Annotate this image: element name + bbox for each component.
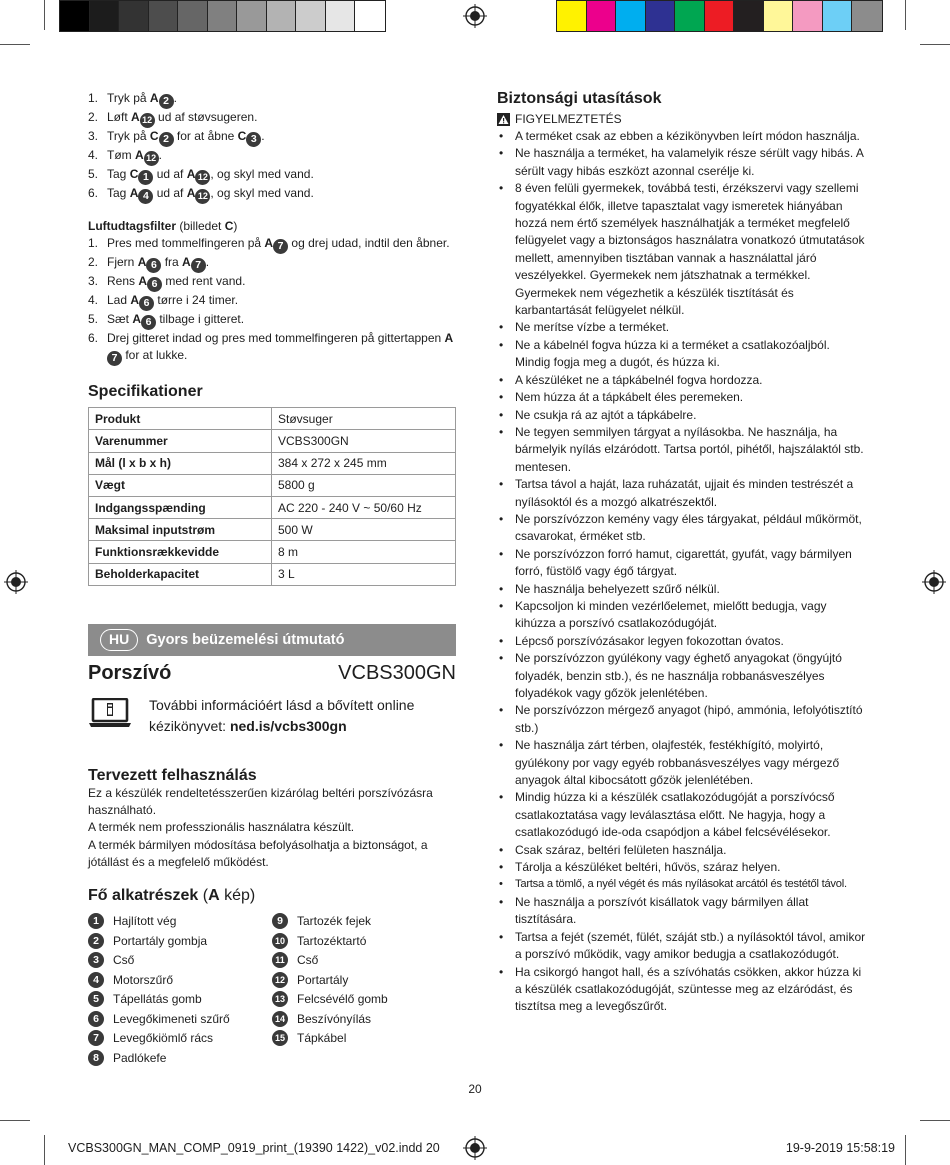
warning-label <box>497 112 867 126</box>
figure-letter: C <box>129 167 139 181</box>
main-parts-title <box>88 887 456 905</box>
part-number-badge: 2 <box>159 94 174 109</box>
color-swatch <box>852 1 882 31</box>
crop-mark <box>920 1120 950 1121</box>
part-item <box>88 931 272 951</box>
part-label: Padlókefe <box>113 1050 167 1065</box>
part-number-badge: 7 <box>107 351 122 366</box>
online-manual-link[interactable]: ned.is/vcbs300gn <box>229 717 347 734</box>
part-number-badge: 8 <box>88 1050 104 1066</box>
step-number: 6. <box>88 186 99 200</box>
step-text: Fjern <box>107 255 138 269</box>
color-swatch <box>646 1 676 31</box>
air-filter-heading-bold: Luftudtagsfilter <box>88 219 176 233</box>
step-text: ud af <box>153 167 187 181</box>
step-item <box>88 254 456 273</box>
safety-item: • Ne porszívózzon mérgező anyagot (hipó, ammónia, lefolyótisztító stb.) <box>497 702 867 737</box>
part-number-badge: 3 <box>246 132 261 147</box>
air-filter-heading-end: ) <box>233 219 238 233</box>
part-item <box>272 970 456 990</box>
main-parts-title-letter: A <box>208 887 220 905</box>
spec-row <box>89 430 456 452</box>
main-parts-list <box>88 911 456 1067</box>
step-number: 2. <box>88 110 99 124</box>
color-swatch <box>149 1 179 31</box>
spec-value: 384 x 272 x 245 mm <box>272 452 456 474</box>
part-number-badge: 11 <box>272 952 288 968</box>
part-number-badge: 1 <box>138 170 153 185</box>
safety-item: • Lépcső porszívózásakor legyen fokozottan óvatos. <box>497 633 867 650</box>
laptop-info-icon <box>88 698 132 728</box>
part-number-badge: 2 <box>159 132 174 147</box>
color-swatch <box>178 1 208 31</box>
part-number-badge: 12 <box>140 113 155 128</box>
air-filter-heading <box>88 218 456 235</box>
step-text: med rent vand. <box>162 274 246 288</box>
safety-item: • Tárolja a készüléket beltéri, hűvös, száraz helyen. <box>497 859 867 876</box>
crop-mark <box>0 1120 30 1121</box>
part-item <box>88 1009 272 1029</box>
crop-mark <box>44 0 45 30</box>
step-item <box>88 185 456 204</box>
figure-letter: A <box>131 110 140 124</box>
step-text: Tryk på <box>107 129 150 143</box>
spec-key: Indgangsspænding <box>89 497 272 519</box>
part-label: Tartozéktartó <box>297 933 367 948</box>
spec-key: Produkt <box>89 408 272 430</box>
part-item <box>88 989 272 1009</box>
part-number-badge: 13 <box>272 991 288 1007</box>
safety-item: • Tartsa távol a haját, laza ruházatát, ujjait és minden testrészét a nyílásoktól és a mozgó alkatrészektől. <box>497 476 867 511</box>
footer-file-name: VCBS300GN_MAN_COMP_0919_print_(19390 1422)_v02.indd 20 <box>68 1141 440 1155</box>
footer-date: 19-9-2019 15:58:19 <box>785 1141 895 1155</box>
figure-letter: A <box>186 167 196 181</box>
part-label: Cső <box>297 953 319 968</box>
step-item <box>88 311 456 330</box>
safety-item: • Ne porszívózzon kemény vagy éles tárgyakat, például műkörmöt, csavarokat, érméket stb. <box>497 511 867 546</box>
intended-use-paragraph: A termék bármilyen módosítása befolyásolhatja a biztonságot, a jótállást és a megfelelő működést. <box>88 837 428 869</box>
online-manual-line2 <box>149 716 414 737</box>
crop-mark <box>0 44 30 45</box>
air-filter-heading-rest: (billedet <box>176 219 225 233</box>
spec-value: Støvsuger <box>272 408 456 430</box>
step-text: Rens <box>107 274 139 288</box>
step-text: tilbage i gitteret. <box>156 312 245 326</box>
part-label: Motorszűrő <box>113 972 174 987</box>
part-number-badge: 5 <box>88 991 104 1007</box>
part-number-badge: 7 <box>191 258 206 273</box>
online-manual-line1: További információért lásd a bővített online <box>149 696 415 713</box>
color-swatch <box>90 1 120 31</box>
part-item <box>272 911 456 931</box>
figure-letter: A <box>137 255 147 269</box>
part-number-badge: 6 <box>146 258 161 273</box>
step-text: Pres med tommelfingeren på <box>107 236 265 250</box>
safety-item: • Ne használja zárt térben, olajfesték, festékhígító, molyirtó, gyúlékony por vagy egyéb robbanásveszélyes vagy mérgező anyagok által kibocsátott gőzök jelenlétében. <box>497 737 867 789</box>
safety-item: • Ne használja behelyezett szűrő nélkül. <box>497 581 867 598</box>
spec-row <box>89 519 456 541</box>
part-label: Cső <box>113 953 135 968</box>
warning-triangle-icon <box>497 113 510 126</box>
step-item <box>88 147 456 166</box>
spec-value: 3 L <box>272 563 456 585</box>
figure-letter: A <box>138 274 148 288</box>
color-swatch <box>557 1 587 31</box>
part-item <box>272 950 456 970</box>
safety-item: • Tartsa a fejét (szemét, fülét, száját stb.) a nyílásoktól távol, amikor a porszívó működik, vagy amikor bedugja a csatlakozódugót. <box>497 929 867 964</box>
page-number: 20 <box>468 1082 482 1096</box>
part-number-badge: 7 <box>273 239 288 254</box>
part-label: Levegőkiömlő rács <box>113 1031 214 1046</box>
step-text: ud af støvsugeren. <box>154 110 258 124</box>
step-item <box>88 273 456 292</box>
product-row <box>88 662 456 685</box>
safety-item: • 8 éven felüli gyermekek, továbbá testi, érzékszervi vagy szellemi fogyatékkal élők, illetve tapasztalat vagy ismeretek hiányában hozzá nem értő személyek használhatják a terméket megfelelő felügyelet vagy a biztonságos használatra vonatkozó útmutatások mellett, amennyiben tisztában vannak a használattal járó veszélyekkel. Gyermekek nem játszhatnak a termékkel. Gyermekek nem végezhetik a készülék tisztítását és karbantartását felügyelet nélkül. <box>497 180 867 319</box>
step-number: 6. <box>88 331 99 345</box>
spec-key: Varenummer <box>89 430 272 452</box>
part-label: Tápkábel <box>297 1031 347 1046</box>
part-number-badge: 7 <box>88 1030 104 1046</box>
spec-key: Beholderkapacitet <box>89 563 272 585</box>
spec-row <box>89 452 456 474</box>
part-item <box>88 950 272 970</box>
safety-item: • Ne tegyen semmilyen tárgyat a nyílásokba. Ne használja, ha bármelyik nyílás elzáródott. Tartsa portól, pihétől, hajszálaktól stb. mentesen. <box>497 424 867 476</box>
cleaning-steps-list <box>88 90 456 204</box>
step-text: , og skyl med vand. <box>210 186 314 200</box>
spec-row <box>89 563 456 585</box>
part-number-badge: 1 <box>88 913 104 929</box>
safety-item: • Csak száraz, beltéri felületen használja. <box>497 842 867 859</box>
part-number-badge: 9 <box>272 913 288 929</box>
safety-item: • Ha csikorgó hangot hall, és a szívóhatás csökken, akkor húzza ki a készülék csatlakozódugóját, szüntesse meg az elzáródást, és tisztítsa meg a levegőszűrőt. <box>497 964 867 1016</box>
online-manual-info <box>88 695 456 737</box>
crop-mark <box>905 0 906 30</box>
part-label: Portartály <box>297 972 349 987</box>
step-text: . <box>205 255 210 269</box>
hu-language-badge: HU <box>100 629 138 651</box>
spec-key: Funktionsrækkevidde <box>89 541 272 563</box>
step-item <box>88 166 456 185</box>
right-column <box>497 90 867 1016</box>
figure-letter: A <box>444 331 454 345</box>
color-swatch <box>267 1 297 31</box>
color-swatch <box>734 1 764 31</box>
spec-table <box>88 407 456 586</box>
step-number: 1. <box>88 91 99 105</box>
part-number-badge: 6 <box>147 277 162 292</box>
crop-mark <box>905 1135 906 1165</box>
warning-text: FIGYELMEZTETÉS <box>515 112 622 126</box>
hu-section-banner <box>88 624 456 656</box>
spec-key: Maksimal inputstrøm <box>89 519 272 541</box>
step-text: tørre i 24 timer. <box>154 293 239 307</box>
spec-row <box>89 408 456 430</box>
part-number-badge: 12 <box>272 972 288 988</box>
part-label: Hajlított vég <box>113 914 177 929</box>
step-text: fra <box>161 255 183 269</box>
figure-letter: A <box>186 186 196 200</box>
product-model: VCBS300GN <box>338 661 456 684</box>
part-item <box>272 931 456 951</box>
spec-value: VCBS300GN <box>272 430 456 452</box>
spec-value: 8 m <box>272 541 456 563</box>
spec-key: Vægt <box>89 474 272 496</box>
part-number-badge: 3 <box>88 952 104 968</box>
part-label: Tartozék fejek <box>297 914 372 929</box>
figure-letter: A <box>129 186 139 200</box>
part-label: Portartály gombja <box>113 933 208 948</box>
color-swatch <box>296 1 326 31</box>
step-text: Tag <box>107 186 130 200</box>
step-text: Tøm <box>107 148 135 162</box>
part-item <box>272 989 456 1009</box>
safety-item: • Ne csukja rá az ajtót a tápkábelre. <box>497 407 867 424</box>
color-swatch <box>705 1 735 31</box>
step-text: . <box>261 129 265 143</box>
registration-mark-bottom <box>463 1136 487 1160</box>
part-item <box>88 970 272 990</box>
part-item <box>88 911 272 931</box>
step-text: Tag <box>107 167 130 181</box>
safety-item: • Ne használja a terméket, ha valamelyik része sérült vagy hibás. A sérült vagy hibás eszközt azonnal cserélje ki. <box>497 145 867 180</box>
main-parts-title-open: ( <box>198 887 209 905</box>
step-text: ud af <box>153 186 187 200</box>
step-number: 3. <box>88 274 99 288</box>
part-number-badge: 12 <box>195 170 210 185</box>
spec-row <box>89 474 456 496</box>
color-swatch <box>675 1 705 31</box>
color-swatch <box>587 1 617 31</box>
step-item <box>88 330 456 366</box>
step-text: Sæt <box>107 312 133 326</box>
step-item <box>88 292 456 311</box>
spec-row <box>89 541 456 563</box>
safety-title: Biztonsági utasítások <box>497 90 662 107</box>
step-item <box>88 109 456 128</box>
figure-letter: A <box>132 312 142 326</box>
part-number-badge: 6 <box>141 315 156 330</box>
spec-value: AC 220 - 240 V ~ 50/60 Hz <box>272 497 456 519</box>
step-number: 5. <box>88 167 99 181</box>
step-item <box>88 235 456 254</box>
part-label: Felcsévélő gomb <box>297 992 388 1007</box>
step-number: 3. <box>88 129 99 143</box>
figure-letter: A <box>149 91 159 105</box>
figure-letter: C <box>149 129 159 143</box>
color-swatch <box>823 1 853 31</box>
step-text: Lad <box>107 293 131 307</box>
safety-item: • Ne a kábelnél fogva húzza ki a terméket a csatlakozóaljból. Mindig fogja meg a dugót, és húzza ki. <box>497 337 867 372</box>
part-number-badge: 15 <box>272 1030 288 1046</box>
safety-item: • Ne porszívózzon forró hamut, cigarettát, gyufát, vagy bármilyen forró, füstölő vagy égő tárgyat. <box>497 546 867 581</box>
intended-use-title: Tervezett felhasználás <box>88 766 257 784</box>
step-number: 1. <box>88 236 99 250</box>
intended-use-paragraph: Ez a készülék rendeltetésszerűen kizárólag beltéri porszívózásra használható. <box>88 785 433 818</box>
spec-title: Specifikationer <box>88 383 203 401</box>
intended-use-text <box>88 785 456 871</box>
color-swatch <box>208 1 238 31</box>
safety-item: • Nem húzza át a tápkábelt éles peremeken. <box>497 389 867 406</box>
main-parts-column-left <box>88 911 272 1067</box>
step-text: og drej udad, indtil den åbner. <box>288 236 450 250</box>
figure-letter: C <box>237 129 247 143</box>
step-text: for at åbne <box>173 129 238 143</box>
main-parts-column-right <box>272 911 456 1067</box>
grayscale-color-bar <box>59 0 386 32</box>
online-manual-text <box>149 695 414 737</box>
hu-section-title: Gyors beüzemelési útmutató <box>146 631 345 648</box>
step-number: 4. <box>88 148 99 162</box>
color-swatch <box>616 1 646 31</box>
safety-item: • A terméket csak az ebben a kézikönyvben leírt módon használja. <box>497 128 867 145</box>
safety-item: • Ne használja a porszívót kisállatok vagy bármilyen állat tisztítására. <box>497 894 867 929</box>
step-text: for at lukke. <box>122 348 188 363</box>
product-name: Porszívó <box>88 661 172 684</box>
safety-item: • Kapcsoljon ki minden vezérlőelemet, mielőtt bedugja, vagy kihúzza a porszívó csatlakozódugóját. <box>497 598 867 633</box>
part-number-badge: 6 <box>88 1011 104 1027</box>
spec-row <box>89 497 456 519</box>
safety-item: • A készüléket ne a tápkábelnél fogva hordozza. <box>497 372 867 389</box>
step-text: Løft <box>107 110 132 124</box>
part-number-badge: 6 <box>139 296 154 311</box>
crop-mark <box>44 1135 45 1165</box>
part-item <box>88 1048 272 1068</box>
registration-mark-top <box>463 4 487 28</box>
part-item <box>272 1009 456 1029</box>
color-swatch <box>60 1 90 31</box>
crop-mark <box>920 44 950 45</box>
registration-mark-right <box>922 570 946 594</box>
part-label: Levegőkimeneti szűrő <box>113 1011 230 1026</box>
safety-item: • Ne porszívózzon gyúlékony vagy éghető anyagokat (öngyújtó folyadék, benzin stb.), és ne használja robbanásveszélyes folyadékok vagy gőzök jelenlétében. <box>497 650 867 702</box>
part-number-badge: 4 <box>138 189 153 204</box>
intended-use-paragraph: A termék nem professzionális használatra készült. <box>88 820 355 835</box>
step-number: 2. <box>88 255 99 269</box>
step-text: , og skyl med vand. <box>210 167 314 181</box>
part-number-badge: 10 <box>272 933 288 949</box>
color-swatch <box>355 1 385 31</box>
spec-value: 500 W <box>272 519 456 541</box>
part-number-badge: 2 <box>88 933 104 949</box>
part-number-badge: 12 <box>195 189 210 204</box>
safety-item: • Ne merítse vízbe a terméket. <box>497 319 867 336</box>
safety-list <box>497 128 867 1016</box>
spec-value: 5800 g <box>272 474 456 496</box>
air-filter-steps-list <box>88 235 456 366</box>
part-item <box>88 1028 272 1048</box>
part-item <box>272 1028 456 1048</box>
color-swatch <box>119 1 149 31</box>
figure-letter: A <box>130 293 140 307</box>
part-number-badge: 4 <box>88 972 104 988</box>
color-swatch <box>237 1 267 31</box>
step-item <box>88 128 456 147</box>
figure-letter: A <box>182 255 191 269</box>
step-text: . <box>173 91 177 105</box>
part-number-badge: 12 <box>144 151 159 166</box>
safety-item: • Tartsa a tömlő, a nyél végét és más nyílásokat arcától és testétől távol. <box>497 876 867 893</box>
main-parts-title-rest: kép) <box>219 887 256 905</box>
left-column <box>88 90 456 1067</box>
spec-key: Mål (l x b x h) <box>89 452 272 474</box>
step-text: Tryk på <box>107 91 150 105</box>
air-filter-heading-letter: C <box>224 219 234 233</box>
process-color-bar <box>556 0 883 32</box>
figure-letter: A <box>264 236 274 250</box>
color-swatch <box>326 1 356 31</box>
registration-mark-left <box>4 570 28 594</box>
step-item <box>88 90 456 109</box>
main-parts-title-bold: Fő alkatrészek <box>88 887 199 905</box>
step-text: Drej gitteret indad og pres med tommelfingeren på gittertappen <box>107 331 445 345</box>
color-swatch <box>793 1 823 31</box>
step-number: 5. <box>88 312 99 326</box>
part-number-badge: 14 <box>272 1011 288 1027</box>
step-text: . <box>158 148 163 162</box>
online-manual-prefix: kézikönyvet: <box>149 717 230 734</box>
step-number: 4. <box>88 293 99 307</box>
part-label: Beszívónyílás <box>297 1011 372 1026</box>
part-label: Tápellátás gomb <box>113 992 202 1007</box>
safety-item: • Mindig húzza ki a készülék csatlakozódugóját a porszívócső csatlakoztatása vagy leválasztása előtt. Ne hagyja, hogy a csatlakozódugó ide-oda csapódjon a kábel felcsévélésekor. <box>497 789 867 841</box>
figure-letter: A <box>135 148 144 162</box>
color-swatch <box>764 1 794 31</box>
